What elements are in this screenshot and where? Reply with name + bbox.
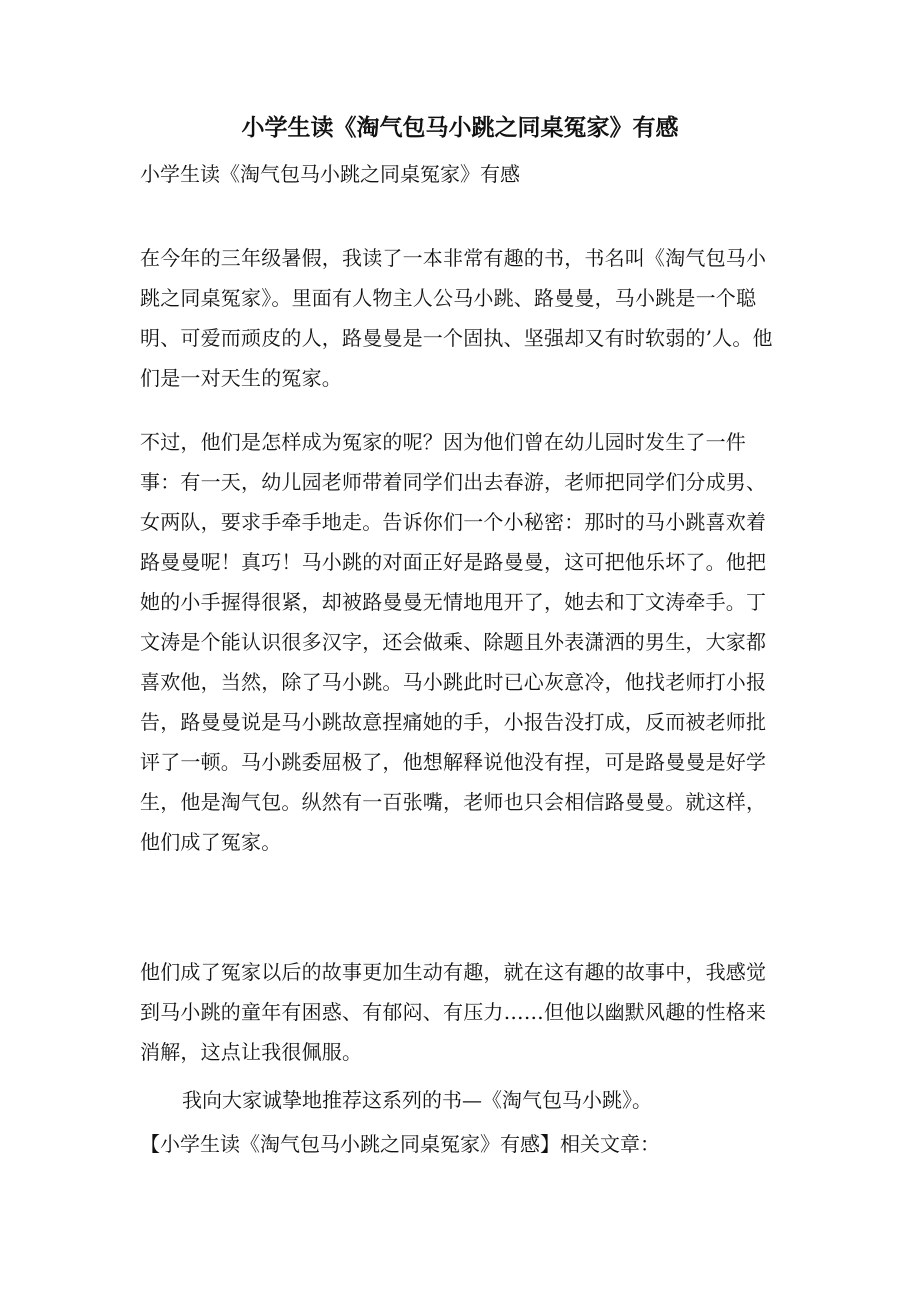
paragraph-story: 不过，他们是怎样成为冤家的呢？因为他们曾在幼儿园时发生了一件事：有一天，幼儿园老师带着同学们出去春游，老师把同学们分成男、女两队，要求手牵手地走。告诉你们一个小秘密：那时的马小跳喜欢着路曼曼呢！真巧！马小跳的对面正好是路曼曼，这可把他乐坏了。他把她的小手握得很紧，却被路曼曼无情地甩开了，她去和丁文涛牵手。丁文涛是个能认识很多汉字，还会做乘、除题且外表潇洒的男生，大家都喜欢他，当然，除了马小跳。马小跳此时已心灰意冷，他找老师打小报告，路曼曼说是马小跳故意捏痛她的手，小报告没打成，反而被老师批评了一顿。马小跳委屈极了，他想解释说他没有捏，可是路曼曼是好学生，他是淘气包。纵然有一百张嘴，老师也只会相信路曼曼。就这样，他们成了冤家。 <box>140 430 767 854</box>
document-subtitle: 小学生读《淘气包马小跳之同桌冤家》有感 <box>140 162 520 186</box>
recommendation-line: 我向大家诚挚地推荐这系列的书—《淘气包马小跳》。 <box>182 1088 652 1112</box>
related-articles-label: 【小学生读《淘气包马小跳之同桌冤家》有感】相关文章： <box>140 1132 660 1156</box>
paragraph-intro: 在今年的三年级暑假，我读了一本非常有趣的书，书名叫《淘气包马小跳之同桌冤家》。里面有人物主人公马小跳、路曼曼，马小跳是一个聪明、可爱而顽皮的人，路曼曼是一个固执、坚强却又有时软弱的’人。他们是一对天生的冤家。 <box>140 246 773 390</box>
document-title: 小学生读《淘气包马小跳之同桌冤家》有感 <box>241 114 679 141</box>
paragraph-reflection: 他们成了冤家以后的故事更加生动有趣，就在这有趣的故事中，我感觉到马小跳的童年有困惑、有郁闷、有压力……但他以幽默风趣的性格来消解，这点让我很佩服。 <box>140 960 767 1064</box>
